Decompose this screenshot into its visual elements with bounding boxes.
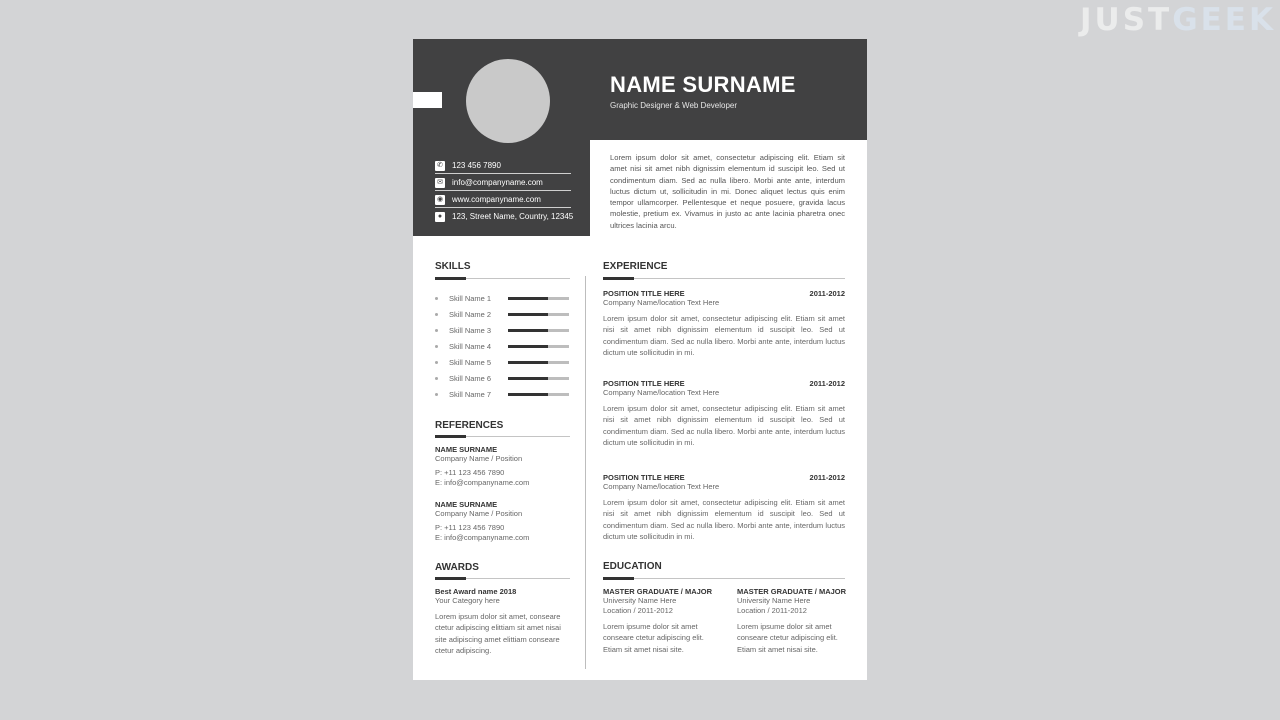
skill-item	[435, 290, 570, 306]
position-title: POSITION TITLE HERE	[603, 379, 685, 388]
bullet-icon	[435, 329, 438, 332]
contact-list	[435, 158, 574, 225]
contact-website-text: www.companyname.com	[452, 195, 541, 204]
award-category: Your Category here	[435, 596, 500, 605]
university-name: University Name Here	[737, 596, 811, 605]
education-description: Lorem ipsume dolor sit amet conseare ctetur adipiscing elit. Etiam sit amet nisai site.	[737, 622, 838, 654]
education-title: EDUCATION	[603, 561, 662, 572]
profile-photo-placeholder	[466, 59, 550, 143]
bullet-icon	[435, 377, 438, 380]
position-dates: 2011-2012	[809, 379, 845, 388]
company-location: Company Name/location Text Here	[603, 388, 720, 397]
skill-name: Skill Name 1	[449, 293, 492, 303]
candidate-name: NAME SURNAME	[610, 72, 796, 97]
skill-bar	[508, 377, 569, 380]
location-pin-icon: ●	[435, 212, 445, 222]
watermark-part1: JUST	[1080, 2, 1173, 38]
position-title: POSITION TITLE HERE	[603, 289, 685, 298]
skill-bar	[508, 313, 569, 316]
contact-email	[435, 175, 571, 191]
education-item	[737, 587, 847, 655]
reference-name: NAME SURNAME	[435, 445, 498, 454]
bullet-icon	[435, 345, 438, 348]
skill-name: Skill Name 4	[449, 341, 492, 351]
bullet-icon	[435, 313, 438, 316]
contact-website	[435, 192, 571, 208]
degree-title: MASTER GRADUATE / MAJOR	[603, 587, 713, 596]
contact-address	[435, 209, 574, 224]
experience-item	[603, 473, 845, 542]
contact-address-text: 123, Street Name, Country, 12345	[452, 212, 574, 221]
skill-name: Skill Name 2	[449, 309, 492, 319]
skill-item	[435, 386, 570, 402]
skill-bar-fill	[508, 345, 548, 348]
skills-title: SKILLS	[435, 261, 471, 272]
position-title: POSITION TITLE HERE	[603, 473, 685, 482]
skill-name: Skill Name 3	[449, 325, 492, 335]
reference-item	[435, 445, 575, 488]
experience-title: EXPERIENCE	[603, 261, 668, 272]
reference-item	[435, 500, 575, 543]
skill-bar	[508, 345, 569, 348]
skill-bar-fill	[508, 329, 548, 332]
reference-phone: P: +11 123 456 7890	[435, 523, 505, 532]
reference-company: Company Name / Position	[435, 509, 523, 518]
globe-icon: ◉	[436, 196, 444, 203]
experience-rule	[603, 278, 845, 279]
experience-item	[603, 379, 845, 448]
education-item	[603, 587, 713, 655]
awards-rule	[435, 578, 570, 579]
resume-page	[413, 39, 867, 680]
skill-bar-fill	[508, 361, 548, 364]
skill-name: Skill Name 7	[449, 389, 492, 399]
education-description: Lorem ipsume dolor sit amet conseare ctetur adipiscing elit. Etiam sit amet nisai site.	[603, 622, 704, 654]
skill-bar	[508, 361, 569, 364]
award-name: Best Award name 2018	[435, 587, 517, 596]
award-item	[435, 587, 573, 656]
skill-bar	[508, 393, 569, 396]
skill-item	[435, 306, 570, 322]
bullet-icon	[435, 297, 438, 300]
reference-email: E: info@companyname.com	[435, 533, 530, 542]
reference-company: Company Name / Position	[435, 454, 523, 463]
company-location: Company Name/location Text Here	[603, 298, 720, 307]
company-location: Company Name/location Text Here	[603, 482, 720, 491]
about-paragraph: Lorem ipsum dolor sit amet, consectetur adipiscing elit. Etiam sit amet nisi sit amet nibh dignissim elementum id suscipit leo. Sed ut condimentum diam. Sed ac nulla libero. Morbi ante ante, interdum luctus dictum ut, sollicitudin in mi. Donec aliquet lectus quis enim tempor ullamcorper. Pellentesque et neque posuere, gravida lacus molestie, pretium ex. Vivamus in justo ac ante lacinia pharetra onec ultrices lacinia arcu.	[610, 153, 845, 230]
skills-rule	[435, 278, 570, 279]
skill-bar-fill	[508, 393, 548, 396]
contact-phone	[435, 158, 571, 174]
skill-bar-fill	[508, 313, 548, 316]
reference-name: NAME SURNAME	[435, 500, 498, 509]
skill-name: Skill Name 5	[449, 357, 492, 367]
university-name: University Name Here	[603, 596, 677, 605]
degree-title: MASTER GRADUATE / MAJOR	[737, 587, 847, 596]
award-description: Lorem ipsum dolor sit amet, conseare ctetur adipiscing elittiam sit amet nisai site adipiscing amet elittiam conseare ctetur adipiscing.	[435, 612, 561, 655]
skill-bar-fill	[508, 377, 548, 380]
skill-item	[435, 354, 570, 370]
experience-item	[603, 289, 845, 358]
skill-bar-fill	[508, 297, 548, 300]
skills-list	[435, 290, 570, 402]
awards-title: AWARDS	[435, 562, 479, 573]
column-divider	[585, 276, 586, 669]
reference-email: E: info@companyname.com	[435, 478, 530, 487]
position-description: Lorem ipsum dolor sit amet, consectetur adipiscing elit. Etiam sit amet nisi sit amet nibh dignissim elementum id suscipit leo. Sed ut condimentum diam. Sed ac nulla libero. Morbi ante ante, interdum luctus dictum ute sollicitudin in mi.	[603, 404, 845, 447]
watermark-part2: GEEK	[1172, 2, 1277, 38]
reference-phone: P: +11 123 456 7890	[435, 468, 505, 477]
position-dates: 2011-2012	[809, 473, 845, 482]
skill-item	[435, 338, 570, 354]
position-description: Lorem ipsum dolor sit amet, consectetur adipiscing elit. Etiam sit amet nisi sit amet nibh dignissim elementum id suscipit leo. Sed ut condimentum diam. Sed ac nulla libero. Morbi ante ante, interdum luctus dictum ute sollicitudin in mi.	[603, 314, 845, 357]
education-location: Location / 2011-2012	[603, 606, 673, 615]
phone-icon: ✆	[435, 161, 445, 171]
bullet-icon	[435, 393, 438, 396]
contact-phone-text: 123 456 7890	[452, 161, 501, 170]
references-rule	[435, 436, 570, 437]
bullet-icon	[435, 361, 438, 364]
justgeek-watermark	[1080, 2, 1276, 38]
position-dates: 2011-2012	[809, 289, 845, 298]
skill-item	[435, 370, 570, 386]
contact-email-text: info@companyname.com	[452, 178, 543, 187]
skill-item	[435, 322, 570, 338]
references-title: REFERENCES	[435, 420, 504, 431]
education-location: Location / 2011-2012	[737, 606, 807, 615]
position-description: Lorem ipsum dolor sit amet, consectetur adipiscing elit. Etiam sit amet nisi sit amet nibh dignissim elementum id suscipit leo. Sed ut condimentum diam. Sed ac nulla libero. Morbi ante ante, interdum luctus dictum ute sollicitudin in mi.	[603, 498, 845, 541]
candidate-role: Graphic Designer & Web Developer	[610, 101, 738, 110]
header-tab-accent	[413, 92, 442, 108]
skill-name: Skill Name 6	[449, 373, 492, 383]
mail-icon: ✉	[435, 178, 445, 188]
skill-bar	[508, 297, 569, 300]
education-rule	[603, 578, 845, 579]
skill-bar	[508, 329, 569, 332]
